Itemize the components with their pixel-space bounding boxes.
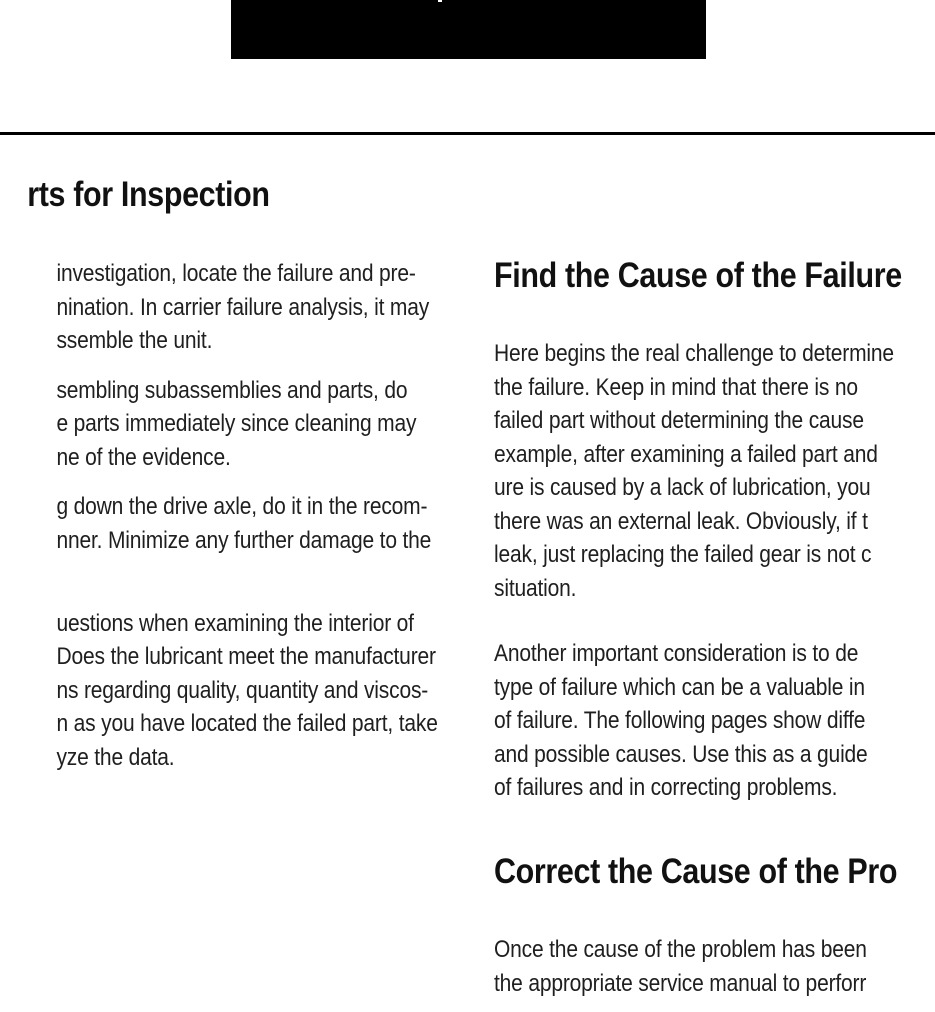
once-line-2: the appropriate service manual to perforr — [494, 969, 867, 997]
another-line-1: Another important consideration is to de — [494, 640, 859, 667]
find-line-4: example, after examining a failed part and — [494, 440, 878, 468]
correct-cause-title: Correct the Cause of the Pro — [494, 852, 898, 891]
left-p4-line-1: uestions when examining the interior of — [56, 609, 415, 637]
left-p4-line-5: yze the data. — [56, 743, 175, 771]
section-divider — [0, 132, 935, 135]
find-cause-paragraph — [494, 337, 935, 605]
another-consideration-paragraph — [494, 637, 921, 805]
left-p3-line-3 — [57, 557, 438, 591]
correct-cause-paragraph — [494, 933, 920, 1000]
another-line-2: type of failure which can be a valuable in — [494, 673, 865, 701]
left-section-title: rts for Inspection — [27, 175, 270, 214]
left-p1-line-3: ssemble the unit. — [56, 327, 213, 354]
once-line-1: Once the cause of the problem has been — [494, 936, 867, 963]
left-p4-line-4: n as you have located the failed part, take — [56, 710, 438, 737]
paragraph-gap — [2, 358, 438, 374]
left-p1-line-2: nination. In carrier failure analysis, it may — [56, 293, 430, 321]
find-line-2: the failure. Keep in mind that there is no — [494, 373, 858, 401]
left-p4-line-2: Does the lubricant meet the manufacturer — [56, 643, 437, 670]
left-p4-line-3: ns regarding quality, quantity and viscos- — [56, 676, 429, 704]
left-p3-line-2: nner. Minimize any further damage to the — [56, 526, 432, 554]
find-cause-title: Find the Cause of the Failure — [494, 256, 902, 295]
find-line-3: failed part without determining the cause — [494, 407, 864, 434]
left-p2-line-2: e parts immediately since cleaning may — [56, 410, 417, 437]
header-banner-mark — [438, 0, 442, 2]
paragraph-gap — [2, 591, 438, 607]
left-p2-line-3: ne of the evidence. — [56, 443, 231, 471]
left-p2-line-1: sembling subassemblies and parts, do — [56, 376, 408, 404]
another-line-3: of failure. The following pages show diffe — [494, 707, 866, 734]
left-column-text — [2, 257, 438, 774]
left-p3-line-1: g down the drive axle, do it in the recom- — [56, 493, 428, 520]
find-line-7: leak, just replacing the failed gear is not c — [494, 541, 872, 568]
find-line-6: there was an external leak. Obviously, if t — [494, 507, 868, 535]
find-line-8: situation. — [494, 574, 577, 602]
find-line-5: ure is caused by a lack of lubrication, you — [494, 474, 871, 501]
another-line-5: of failures and in correcting problems. — [494, 774, 838, 801]
another-line-4: and possible causes. Use this as a guide — [494, 740, 868, 768]
find-line-1: Here begins the real challenge to determine — [494, 340, 894, 367]
paragraph-gap — [2, 474, 438, 490]
left-p1-line-1: investigation, locate the failure and pre- — [56, 260, 416, 287]
header-banner — [231, 0, 706, 59]
